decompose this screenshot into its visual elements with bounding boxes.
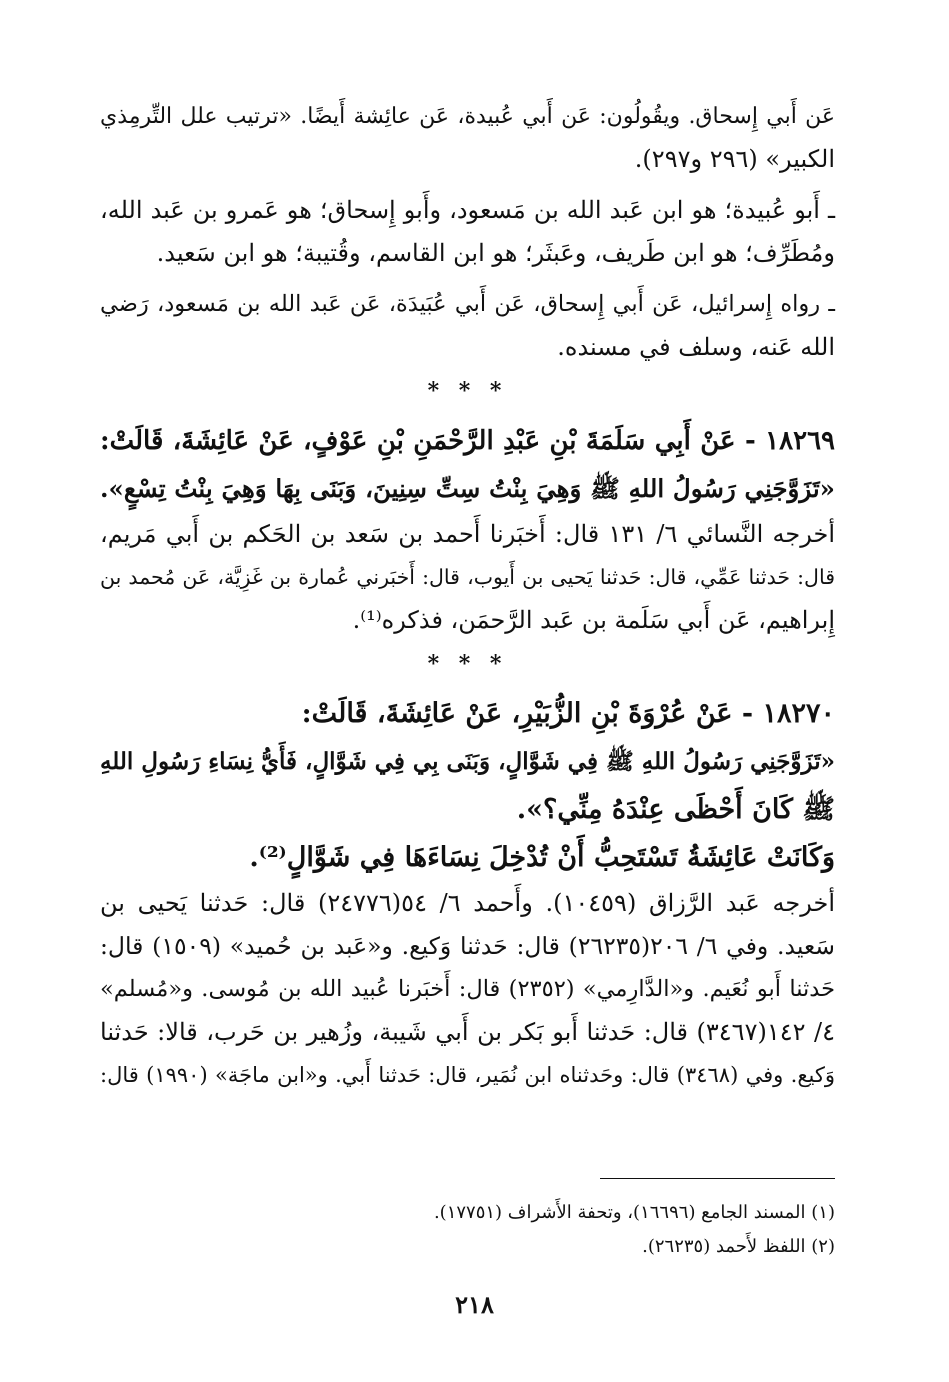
text-line: قال: حَدثنا عَمِّي، قال: حَدثنا يَحيى بن أَيوب، قال: أَخبَرني عُمارة بن غَزِيَّة، عَن مُحمد بن	[100, 565, 835, 589]
footnote-2: (٢) اللفظ لأَحمد (٢٦٢٣٥).	[642, 1236, 835, 1257]
text-line: عَن أَبي إِسحاق. ويقُولُون: عَن أَبي عُبيدة، عَن عائِشة أَيضًا. «ترتيب علل التِّرمِذي	[100, 104, 835, 129]
text-line: ومُطَرِّف؛ هو ابن طَريف، وعَبثَر؛ هو ابن القاسم، وقُتيبة؛ هو ابن سَعيد.	[156, 239, 835, 267]
text-line: ـ رواه إِسرائيل، عَن أَبي إِسحاق، عَن أَبي عُبَيدَة، عَن عَبد الله بن مَسعود، رَضي	[100, 291, 835, 317]
hadith-line: ١٨٢٧٠ - عَنْ عُرْوَةَ بْنِ الزُّبَيْرِ، عَنْ عَائِشَةَ، قَالَتْ:	[301, 698, 835, 729]
hadith-18269	[100, 417, 835, 513]
footnote-1: (١) المسند الجامع (١٦٦٩٦)، وتحفة الأَشراف (١٧٧٥١).	[433, 1202, 835, 1223]
takhrij-18269	[100, 513, 835, 642]
hadith-18270	[100, 690, 835, 882]
page-number: ٢١٨	[455, 1290, 494, 1319]
note-paragraph-2	[100, 283, 835, 369]
hadith-line: وَكَانَتْ عَائِشَةُ تَسْتَحِبُّ أَنْ تُدْخِلَ نِسَاءَهَا فِي شَوَّالٍ⁽²⁾.	[249, 842, 835, 873]
text-line: أخرجه عَبد الرَّزاق (١٠٤٥٩). وأَحمد ٦/ ٥٤(٢٤٧٧٦) قال: حَدثنا يَحيى بن	[100, 889, 835, 917]
footnote-divider	[600, 1178, 835, 1179]
text-line: سَعيد. وفي ٦/ ٢٠٦(٢٦٢٣٥) قال: حَدثنا وَكيع. و«عَبد بن حُميد» (١٥٠٩) قال:	[100, 932, 835, 960]
hadith-line: «تَزَوَّجَنِي رَسُولُ اللهِ ﷺ وَهِيَ بِنْتُ سِتِّ سِنِينَ، وَبَنَى بِهَا وَهِيَ بِنْتُ تِسْعٍ».	[100, 474, 835, 503]
hadith-line: ﷺ كَانَ أَحْظَى عِنْدَهُ مِنِّي؟».	[516, 794, 835, 825]
text-line: ٤/ ١٤٢(٣٤٦٧) قال: حَدثنا أَبو بَكر بن أَبي شَيبة، وزُهير بن حَرب، قالا: حَدثنا	[100, 1018, 835, 1046]
hadith-line: «تَزَوَّجَنِي رَسُولُ اللهِ ﷺ فِي شَوَّالٍ، وَبَنَى بِي فِي شَوَّالٍ، فَأَيُّ نِسَاءِ رَسُولِ اللهِ	[99, 748, 835, 775]
text-line: وَكيع. وفي (٣٤٦٨) قال: وحَدثناه ابن نُمَير، قال: حَدثنا أَبي. و«ابن ماجَة» (١٩٩٠) قال:	[100, 1063, 835, 1087]
section-separator: * * *	[427, 378, 508, 404]
intro-paragraph	[100, 95, 835, 181]
hadith-line: ١٨٢٦٩ - عَنْ أَبِي سَلَمَةَ بْنِ عَبْدِ الرَّحْمَنِ بْنِ عَوْفٍ، عَنْ عَائِشَةَ، قَالَتْ:	[100, 426, 835, 456]
section-separator: * * *	[427, 651, 508, 677]
text-line: إِبراهيم، عَن أَبي سَلَمة بن عَبد الرَّحمَن، فذكره⁽¹⁾.	[352, 606, 835, 634]
text-line: الله عَنه، وسلف في مسنده.	[557, 333, 835, 361]
note-paragraph-1	[100, 189, 835, 275]
text-line: أخرجه النَّسائي ٦/ ١٣١ قال: أَخبَرنا أَحمد بن سَعد بن الحَكم بن أَبي مَريم،	[100, 520, 835, 548]
text-line: حَدثنا أَبو نُعَيم. و«الدَّارِمي» (٢٣٥٢) قال: أَخبَرنا عُبيد الله بن مُوسى. و«مُسلم»	[100, 976, 835, 1002]
page-body	[100, 95, 835, 1097]
takhrij-18270	[100, 882, 835, 1097]
footnotes	[235, 1196, 835, 1264]
text-line: الكبير» (٢٩٦ و٢٩٧).	[634, 145, 835, 173]
text-line: ـ أَبو عُبيدة؛ هو ابن عَبد الله بن مَسعود، وأَبو إِسحاق؛ هو عَمرو بن عَبد الله،	[100, 196, 835, 224]
